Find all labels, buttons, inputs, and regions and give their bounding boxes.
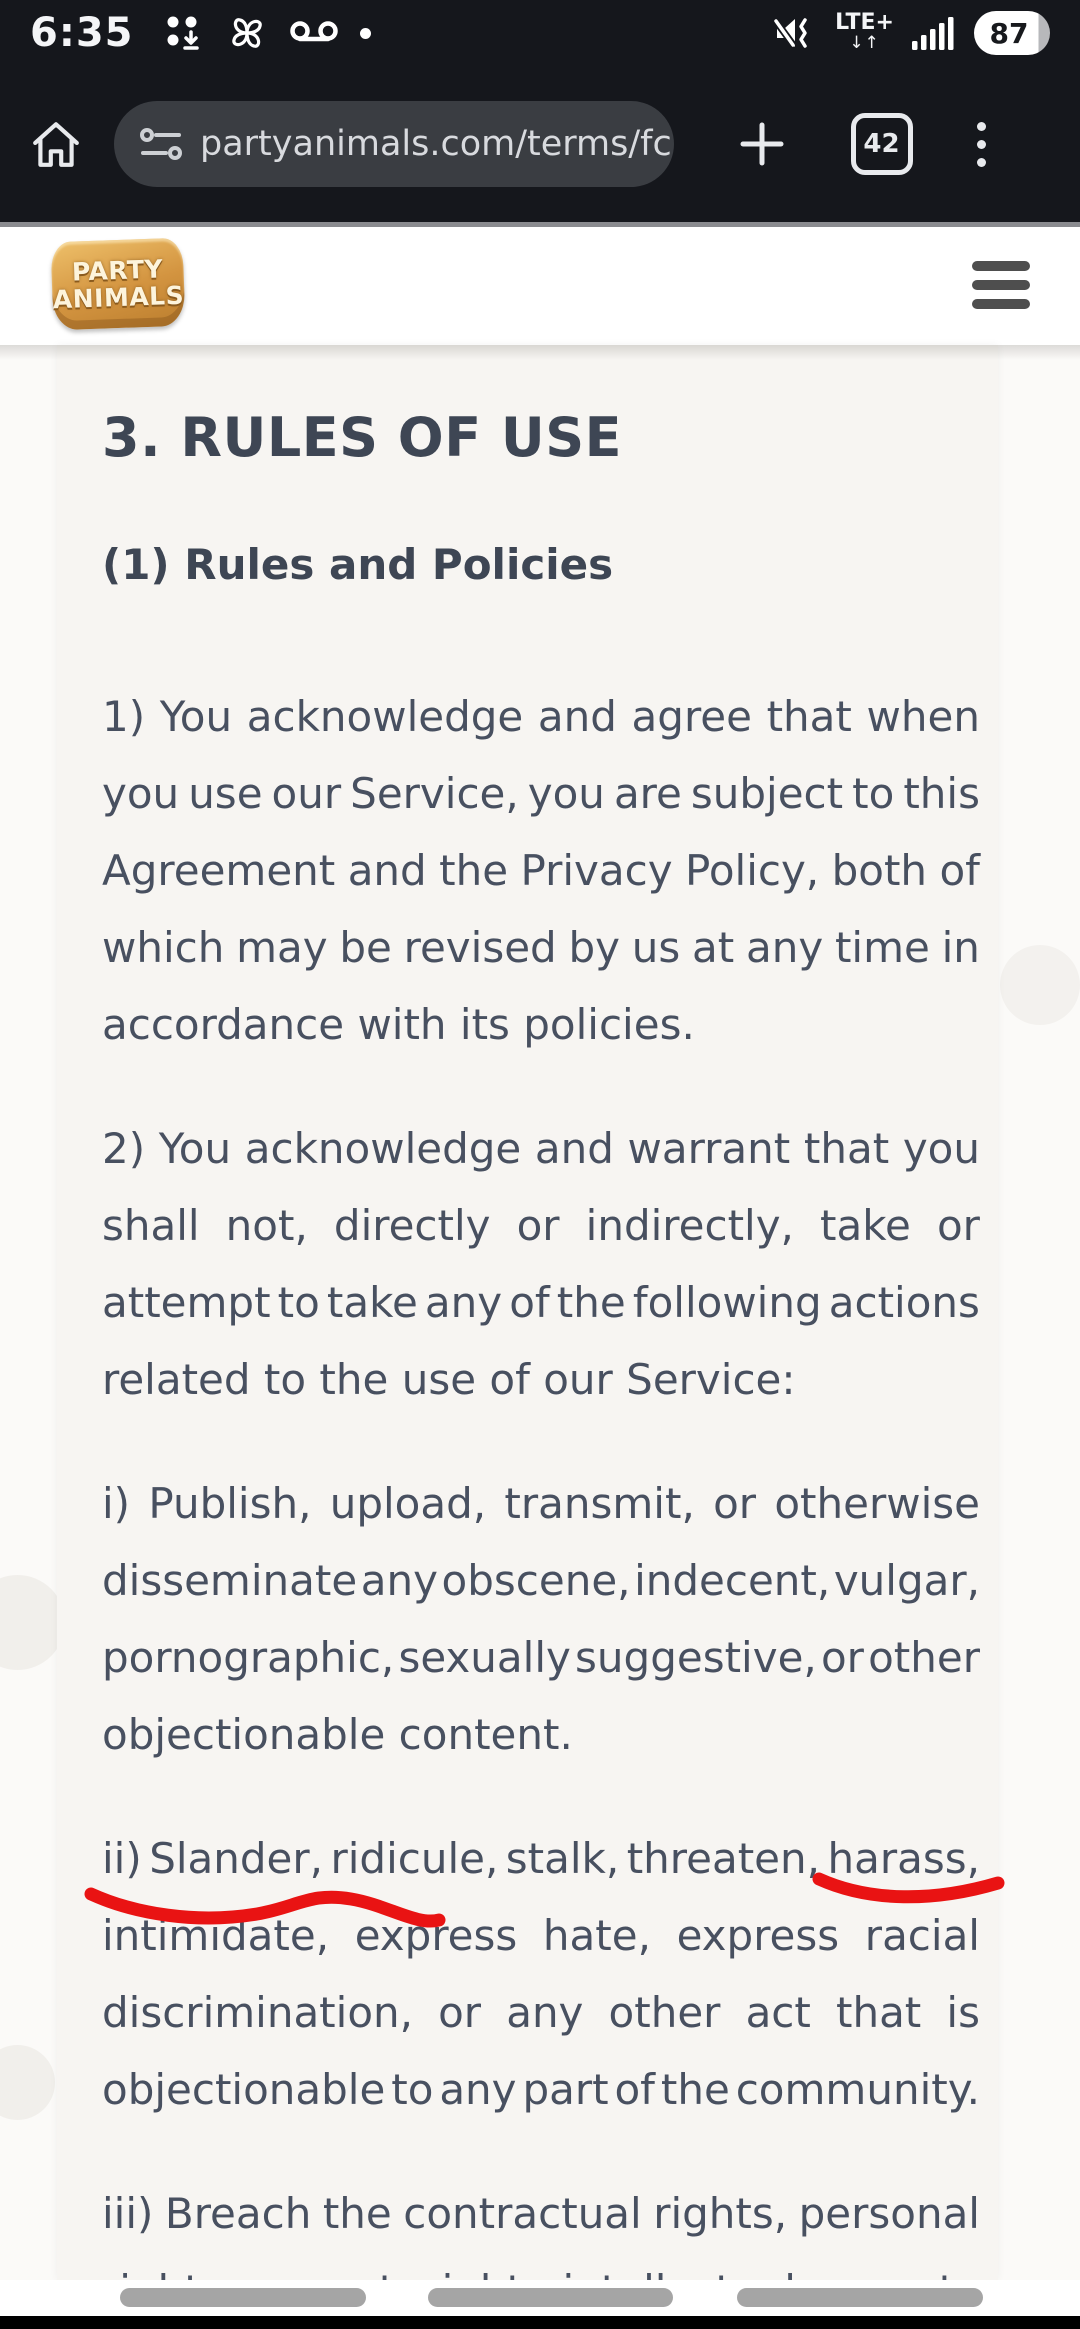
browser-actions [674, 113, 1050, 175]
voicemail-icon [290, 16, 338, 50]
paragraph-line: 1) You acknowledge and agree that when [102, 692, 980, 741]
bottom-bar-indicator [120, 2288, 366, 2307]
app-updates-icon [164, 13, 204, 53]
logo-text-line1: PARTY [71, 254, 164, 287]
bottom-bar-indicator [737, 2288, 983, 2307]
paw-watermark [1000, 945, 1080, 1025]
url-bar[interactable] [114, 101, 674, 187]
url-text[interactable]: partyanimals.com/terms/fc [200, 124, 672, 164]
paragraph-line: pornographic, sexually suggestive, or other [102, 1633, 980, 1682]
logo-text-line2: ANIMALS [52, 280, 185, 315]
paragraph-line: objectionable to any part of the community. [102, 2065, 980, 2114]
status-system-icons [771, 11, 1050, 55]
tab-switcher-button[interactable] [851, 113, 913, 175]
browser-toolbar [0, 66, 1080, 222]
paragraph-line: iii) Breach the contractual rights, personal [102, 2189, 980, 2238]
tab-count: 42 [863, 129, 900, 159]
paragraph-line: intimidate, express hate, express racial [102, 1911, 980, 1960]
paragraph-line: disseminate any obscene, indecent, vulgar, [102, 1556, 980, 1605]
network-arrows: ↓↑ [849, 33, 880, 53]
subsection-heading: (1) Rules and Policies [102, 540, 614, 589]
paragraph-line: Agreement and the Privacy Policy, both of [102, 846, 980, 895]
paragraph-line: discrimination, or any other act that is [102, 1988, 980, 2037]
paw-watermark [0, 2045, 55, 2120]
paragraphs [102, 678, 980, 2329]
site-settings-tune-icon[interactable] [138, 124, 184, 164]
pinwheel-icon [226, 12, 268, 54]
status-notification-icons [164, 12, 371, 54]
battery-indicator [974, 11, 1050, 55]
paragraph [102, 1110, 980, 1418]
browser-menu-kebab-icon[interactable] [977, 122, 986, 167]
paragraph [102, 678, 980, 1063]
paragraph-line: shall not, directly or indirectly, take or [102, 1201, 980, 1250]
bottom-bar [0, 2280, 1080, 2316]
battery-percent: 87 [989, 16, 1029, 50]
paragraph-line: objectionable content. [102, 1710, 573, 1759]
paw-watermark [0, 1575, 65, 1670]
home-button-icon[interactable] [30, 118, 82, 170]
page-background [0, 345, 1080, 2280]
terms-content-card [57, 345, 998, 2280]
signal-bars-icon [912, 15, 956, 51]
paragraph-line: related to the use of our Service: [102, 1355, 796, 1404]
paragraph-line: which may be revised by us at any time in [102, 923, 980, 972]
network-label: LTE+ [835, 10, 894, 35]
hamburger-menu-icon[interactable] [972, 261, 1030, 309]
paragraph [102, 1820, 980, 2128]
bottom-bar-indicator [428, 2288, 673, 2307]
site-header [0, 227, 1080, 345]
paragraph-line: ii) Slander, ridicule, stalk, threaten, harass, [102, 1834, 980, 1883]
paragraph-line: accordance with its policies. [102, 1000, 695, 1049]
mute-vibrate-icon [771, 13, 817, 53]
clock: 6:35 [30, 10, 134, 56]
paragraph [102, 1465, 980, 1773]
paragraph-line: attempt to take any of the following actions [102, 1278, 980, 1327]
section-heading: 3. RULES OF USE [102, 406, 623, 469]
network-type [835, 10, 894, 53]
notification-dot-icon [360, 28, 371, 39]
status-bar [0, 0, 1080, 66]
paragraph-line: you use our Service, you are subject to this [102, 769, 980, 818]
party-animals-logo[interactable] [51, 238, 186, 331]
paragraph-line: i) Publish, upload, transmit, or otherwise [102, 1479, 980, 1528]
new-tab-plus-icon[interactable] [738, 120, 786, 168]
paragraph-line: 2) You acknowledge and warrant that you [102, 1124, 980, 1173]
